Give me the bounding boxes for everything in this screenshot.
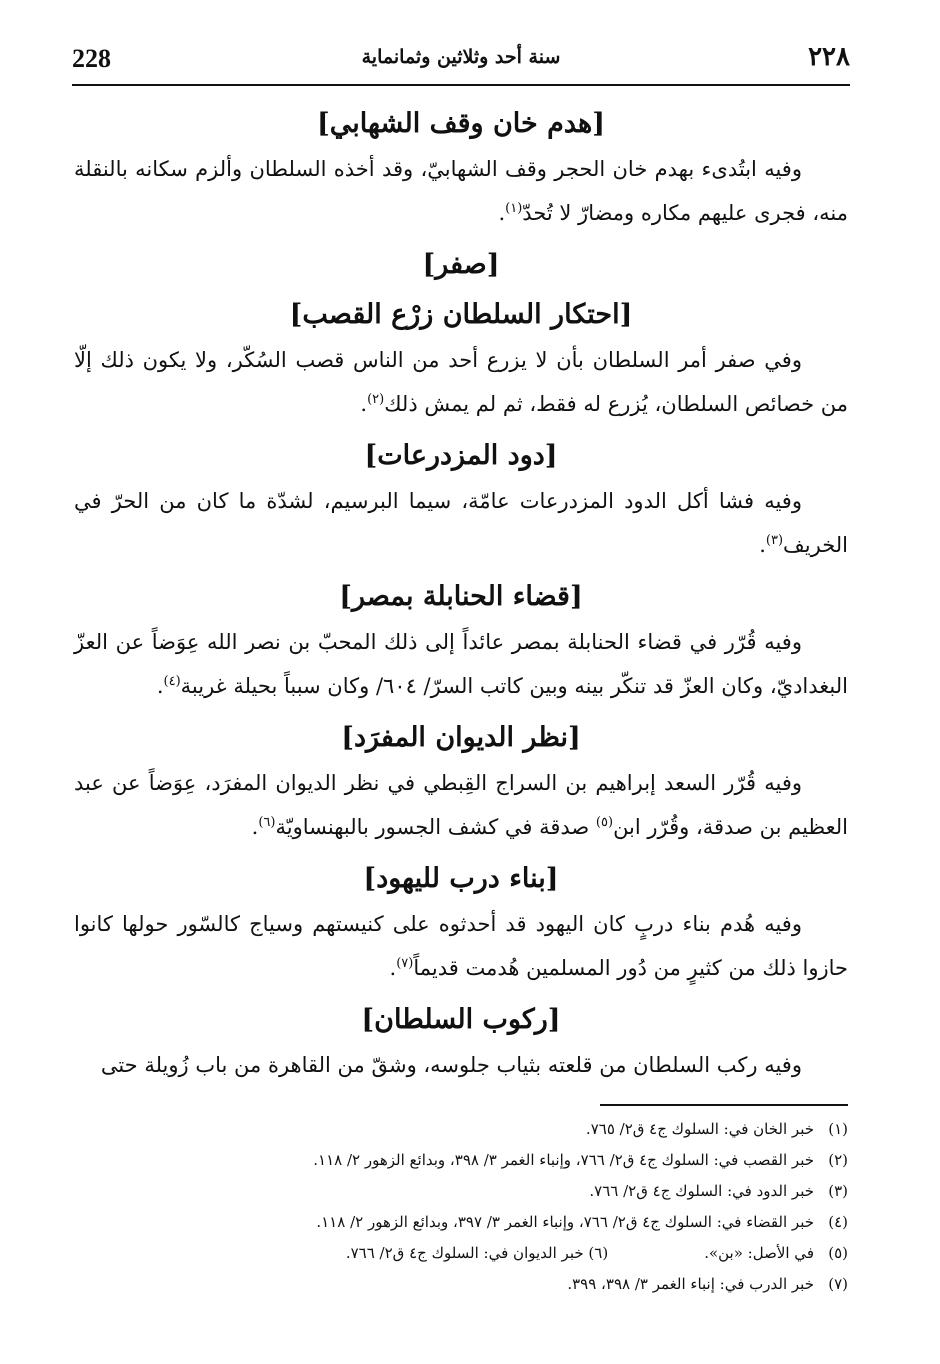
footnote-text: خبر القضاء في: السلوك ج٤ ق٢/ ٧٦٦، وإنباء الغمر ٣/ ٣٩٧، وبدائع الزهور ٢/ ١١٨. [316, 1213, 814, 1231]
paragraph-text: وفيه ركب السلطان من قلعته بثياب جلوسه، وشقّ من القاهرة من باب زُويلة حتى [100, 1053, 802, 1077]
footnote-number: (٥) [828, 1244, 848, 1262]
footnote-number: (٢) [828, 1151, 848, 1169]
footnote-ref[interactable]: (٦) [258, 815, 276, 830]
paragraph-end: . [156, 674, 164, 698]
footnote-text: في الأصل: «بن». [704, 1244, 814, 1262]
footnote-separator [600, 1104, 848, 1106]
paragraph-end: . [360, 392, 368, 416]
section-heading: [قضاء الحنابلة بمصر] [339, 581, 583, 612]
footnote-text: خبر القصب في: السلوك ج٤ ق٢/ ٧٦٦، وإنباء الغمر ٣/ ٣٩٨، وبدائع الزهور ٢/ ١١٨. [313, 1151, 814, 1169]
running-header [72, 40, 850, 86]
footnote [74, 1176, 848, 1207]
paragraph-text-continued: صدقة في كشف الجسور بالبهنساويّة [275, 815, 596, 839]
paragraph-text: وفيه فشا أكل الدود المزدرعات عامّة، سيما البرسيم، لشدّة ما كان من الحرّ في الخريف [74, 489, 848, 557]
section-heading: [هدم خان وقف الشهابي] [316, 108, 606, 139]
section-paragraph [74, 905, 848, 988]
footnote-ref[interactable]: (٢) [367, 392, 385, 407]
footnote-number: (٣) [828, 1182, 848, 1200]
footnote [74, 1145, 848, 1176]
month-heading: [صفر] [422, 249, 500, 280]
footnote-ref[interactable]: (٧) [396, 956, 414, 971]
section-paragraph [74, 764, 848, 847]
paragraph-text: وفيه قُرّر السعد إبراهيم بن السراج القِبطي في نظر الديوان المفرَد، عِوَضاً عن عبد العظيم بن صدقة، وقُرّر ابن [74, 771, 848, 839]
footnote-number: (٦) [588, 1244, 609, 1262]
footnote-text: خبر الخان في: السلوك ج٤ ق٢/ ٧٦٥. [585, 1120, 814, 1138]
footnote-number: (١) [828, 1120, 848, 1138]
section-paragraph [74, 341, 848, 424]
section-paragraph [74, 150, 848, 233]
section-heading: [بناء درب لليهود] [363, 863, 559, 894]
footnote-ref[interactable]: (٣) [765, 533, 784, 548]
footnote [74, 1238, 848, 1269]
section-heading: [دود المزدرعات] [364, 440, 558, 471]
footnote-text: خبر الدود في: السلوك ج٤ ق٢/ ٧٦٦. [589, 1182, 814, 1200]
section-paragraph [74, 623, 848, 706]
paragraph-text: وفيه ابتُدىء بهدم خان الحجر وقف الشهابيّ، وقد أخذه السلطان وألزم سكانه بالنقلة منه، فجرى عليهم مكاره ومضارّ لا تُحدّ [74, 157, 848, 225]
paragraph-end: . [251, 815, 259, 839]
footnotes [74, 1104, 848, 1300]
footnote-number: (٧) [828, 1275, 848, 1293]
section-paragraph [74, 1046, 848, 1085]
paragraph-end: . [389, 956, 397, 980]
footnote-ref[interactable]: (٥) [595, 815, 614, 830]
running-title: سنة أحد وثلاثين وثمانماية [361, 46, 561, 68]
paragraph-text: وفي صفر أمر السلطان بأن لا يزرع أحد من الناس قصب السُكّر، ولا يكون ذلك إلّا من خصائص السلطان، يُزرع له فقط، ثم لم يمش ذلك [74, 348, 848, 416]
section-paragraph [74, 482, 848, 565]
paragraph-text: وفيه هُدم بناء دربٍ كان اليهود قد أحدثوه على كنيستهم وسياج كالسّور حولها كانوا حازوا ذلك من كثيرٍ من دُور المسلمين هُدمت قديماً [74, 912, 848, 980]
footnote-text: خبر الدرب في: إنباء الغمر ٣/ ٣٩٨، ٣٩٩. [567, 1275, 814, 1293]
footnote-text: خبر الديوان في: السلوك ج٤ ق٢/ ٧٦٦. [345, 1244, 584, 1262]
footnote [74, 1114, 848, 1145]
page-number-latin: 228 [72, 44, 111, 73]
paragraph-end: . [759, 533, 766, 557]
paragraph-end: . [498, 201, 506, 225]
page-body [74, 100, 848, 1093]
section-heading: [احتكار السلطان زرْع القصب] [289, 299, 633, 330]
footnote [74, 1269, 848, 1300]
page-number-arabic: ٢٢٨ [808, 42, 850, 72]
footnote-ref[interactable]: (١) [505, 201, 523, 216]
footnote-number: (٤) [828, 1213, 848, 1231]
paragraph-text: وفيه قُرّر في قضاء الحنابلة بمصر عائداً إلى ذلك المحبّ بن نصر الله عِوَضاً عن العزّ البغداديّ، وكان العزّ قد تنكّر بينه وبين كاتب السرّ/ ٦٠٤/ وكان سبباً بحيلة غريبة [74, 630, 848, 698]
footnote [74, 1207, 848, 1238]
footnote-ref[interactable]: (٤) [163, 674, 181, 689]
section-heading: [نظر الديوان المفرَد] [341, 722, 581, 753]
section-heading: [ركوب السلطان] [361, 1004, 561, 1035]
